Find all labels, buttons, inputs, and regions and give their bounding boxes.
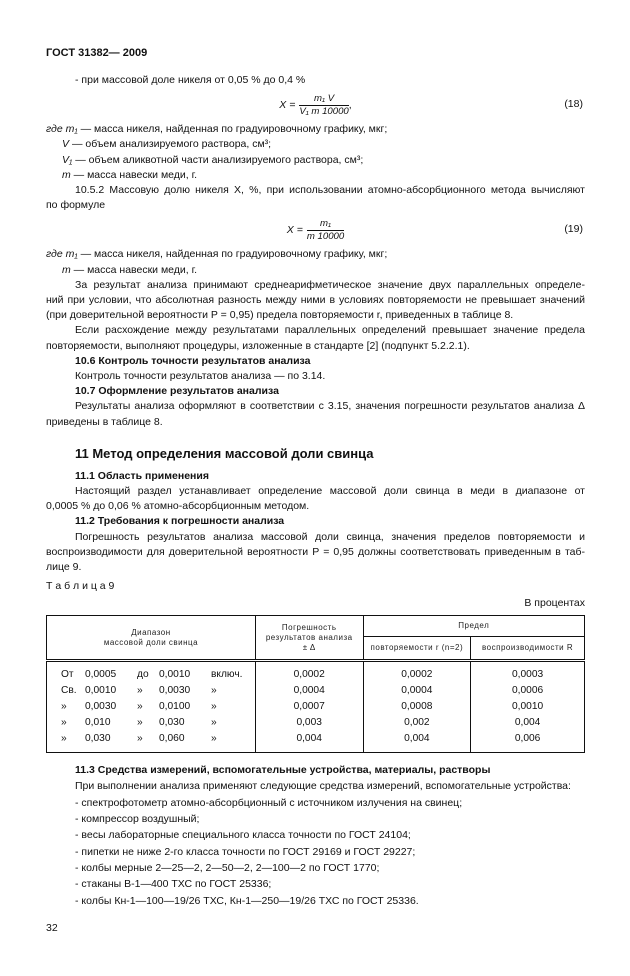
range-part: 0,0010: [85, 685, 117, 697]
repeatability-cell: 0,0008: [363, 699, 471, 715]
range-part: »: [137, 717, 143, 729]
symbol: где m₁: [46, 123, 78, 136]
range-part: »: [61, 701, 67, 713]
header-range: [47, 616, 256, 661]
table-row: [47, 661, 585, 684]
where-item: [46, 247, 585, 262]
repeatability-cell: 0,004: [363, 731, 471, 753]
list-item: - весы лабораторные специального класса точности по ГОСТ 24104;: [75, 829, 411, 842]
paragraph-line: лице 9.: [46, 561, 82, 574]
error-cell: 0,0002: [255, 661, 363, 684]
section-heading-11: 11 Метод определения массовой доли свинца: [75, 445, 374, 461]
reproducibility-cell: 0,0006: [471, 683, 585, 699]
header-text: Диапазон: [131, 627, 171, 637]
definition: — масса навески меди, г.: [73, 168, 198, 181]
range-part: до: [137, 669, 149, 681]
definition: — объем анализируемого раствора, см³;: [71, 138, 272, 151]
range-cell: [47, 731, 256, 753]
where-item: [46, 168, 585, 183]
range-part: »: [137, 701, 143, 713]
list-item: - колбы мерные 2—25—2, 2—50—2, 2—100—2 по ГОСТ 1770;: [75, 861, 380, 874]
reproducibility-cell: 0,0003: [471, 661, 585, 684]
error-cell: 0,0004: [255, 683, 363, 699]
intro-line: - при массовой доле никеля от 0,05 % до 0,4 %: [75, 74, 306, 86]
formula-numerator: m₁ V: [314, 92, 335, 104]
symbol: V₁: [62, 153, 73, 166]
symbol: где m₁: [46, 248, 78, 261]
paragraph-line: За результат анализа принимают среднеарифметическое значение двух параллельных определе-: [75, 278, 585, 291]
section-heading-10-7: 10.7 Оформление результатов анализа: [75, 385, 279, 398]
header-limit: Предел: [363, 616, 585, 637]
table-row: [47, 731, 585, 753]
equation-number-18: (18): [564, 98, 583, 111]
formula-denominator: V₁ m 10000: [299, 105, 349, 117]
range-part: 0,0100: [159, 701, 191, 713]
reproducibility-cell: 0,0010: [471, 699, 585, 715]
range-part: 0,0010: [159, 669, 191, 681]
paragraph-line: Если расхождение между результатами параллельных определений превышает значение предела: [75, 324, 585, 337]
range-part: »: [211, 717, 217, 729]
range-part: »: [211, 685, 217, 697]
range-part: »: [211, 733, 217, 745]
range-cell: [47, 699, 256, 715]
formula-numerator: m₁: [320, 217, 332, 229]
definition: — масса навески меди, г.: [73, 263, 198, 276]
formula-fraction: [299, 93, 348, 118]
paragraph-line: приведены в таблице 8.: [46, 415, 163, 428]
paragraph-line: (при доверительной вероятности P = 0,95) предела повторяемости r, приведенных в таблице 8.: [46, 309, 514, 322]
range-cell: [47, 661, 256, 684]
range-part: 0,010: [85, 717, 111, 729]
range-part: »: [211, 701, 217, 713]
definition: — масса никеля, найденная по градуировочному графику, мкг;: [80, 248, 388, 261]
list-item: - спектрофотометр атомно-абсорбционный с источником излучения на свинец;: [75, 796, 463, 809]
document-header: ГОСТ 31382— 2009: [46, 47, 148, 59]
header-text: ± Δ: [302, 642, 316, 652]
formula-lhs: X =: [279, 99, 296, 112]
paragraph-line: Результаты анализа оформляют в соответствии с 3.15, значения погрешности результатов анализа Δ: [75, 400, 585, 413]
symbol: V: [62, 138, 70, 151]
paragraph-line: Настоящий раздел устанавливает определение массовой доли свинца в меди в диапазоне от: [75, 485, 585, 498]
header-error: [255, 616, 363, 661]
header-text: массовой доли свинца: [103, 637, 199, 647]
section-heading-11-2: 11.2 Требования к погрешности анализа: [75, 515, 285, 528]
list-item: - стаканы В-1—400 ТХС по ГОСТ 25336;: [75, 878, 272, 891]
table-row: [47, 699, 585, 715]
table-row: [47, 715, 585, 731]
repeatability-cell: 0,002: [363, 715, 471, 731]
list-item: - компрессор воздушный;: [75, 813, 200, 826]
range-part: 0,0005: [85, 669, 117, 681]
range-part: 0,060: [159, 733, 185, 745]
reproducibility-cell: 0,006: [471, 731, 585, 753]
equation-number-19: (19): [564, 223, 583, 236]
formula-fraction: [307, 218, 344, 243]
paragraph-line: по формуле: [46, 199, 106, 212]
symbol: m: [62, 263, 71, 276]
range-cell: [47, 715, 256, 731]
range-part: 0,030: [85, 733, 111, 745]
formula-tail: ,: [348, 99, 352, 112]
section-heading-11-1: 11.1 Область применения: [75, 469, 209, 482]
table-caption: Т а б л и ц а 9: [46, 580, 115, 593]
section-heading-10-6: 10.6 Контроль точности результатов анализа: [75, 354, 311, 367]
error-cell: 0,0007: [255, 699, 363, 715]
error-cell: 0,003: [255, 715, 363, 731]
formula-lhs: X =: [286, 224, 303, 237]
reproducibility-cell: 0,004: [471, 715, 585, 731]
page-number: 32: [46, 921, 58, 934]
definition: — масса никеля, найденная по градуировочному графику, мкг;: [80, 123, 388, 136]
header-repeatability: повторяемости r (n=2): [363, 637, 471, 661]
where-item: [46, 153, 585, 168]
range-part: 0,0030: [85, 701, 117, 713]
paragraph-line: Погрешность результатов анализа массовой доли свинца, значения пределов повторяемости и: [75, 530, 585, 543]
range-part: »: [137, 685, 143, 697]
list-item: - колбы Кн-1—100—19/26 ТХС, Кн-1—250—19/26 ТХС по ГОСТ 25336.: [75, 894, 419, 907]
paragraph-line: При выполнении анализа применяют следующие средства измерений, вспомогательные устройства:: [75, 780, 571, 793]
range-part: Св.: [61, 685, 77, 697]
range-cell: [47, 683, 256, 699]
paragraph-line: 10.5.2 Массовую долю никеля X, %, при использовании атомно-абсорбционного метода вычисляют: [75, 184, 585, 197]
range-part: 0,0030: [159, 685, 191, 697]
formula-denominator: m 10000: [306, 230, 345, 242]
paragraph-line: повторяемости, выполняют процедуры, изложенные в стандарте [2] (подпункт 5.2.2.1).: [46, 339, 470, 352]
formula-18: [46, 90, 585, 120]
definition: — объем аликвотной части анализируемого раствора, см³;: [75, 153, 364, 166]
range-part: включ.: [211, 669, 243, 681]
table-row: [47, 683, 585, 699]
range-part: »: [61, 733, 67, 745]
paragraph-line: 0,0005 % до 0,06 % атомно-абсорбционным методом.: [46, 500, 310, 513]
paragraph-line: ний при условии, что абсолютная разность между ними в условиях повторяемости не превышает значений: [46, 294, 585, 307]
table-units: В процентах: [524, 597, 585, 610]
list-item: - пипетки не ниже 2-го класса точности по ГОСТ 29169 и ГОСТ 29227;: [75, 845, 416, 858]
range-part: От: [61, 669, 74, 681]
error-cell: 0,004: [255, 731, 363, 753]
symbol: m: [62, 168, 71, 181]
equipment-list: [46, 778, 585, 908]
table-9: [46, 615, 585, 753]
range-part: 0,030: [159, 717, 185, 729]
header-text: Погрешность: [281, 622, 337, 632]
where-item: [46, 122, 585, 137]
formula-19: [46, 215, 585, 245]
section-heading-11-3: 11.3 Средства измерений, вспомогательные устройства, материалы, растворы: [75, 764, 491, 777]
where-item: [46, 263, 585, 278]
repeatability-cell: 0,0002: [363, 661, 471, 684]
range-part: »: [61, 717, 67, 729]
range-part: »: [137, 733, 143, 745]
paragraph-line: Контроль точности результатов анализа — по 3.14.: [75, 370, 326, 383]
header-text: результатов анализа: [265, 632, 353, 642]
paragraph-line: воспроизводимости для доверительной вероятности P = 0,95 должны соответствовать приведенным в таб-: [46, 545, 585, 558]
where-item: [46, 137, 585, 152]
repeatability-cell: 0,0004: [363, 683, 471, 699]
header-reproducibility: воспроизводимости R: [471, 637, 585, 661]
